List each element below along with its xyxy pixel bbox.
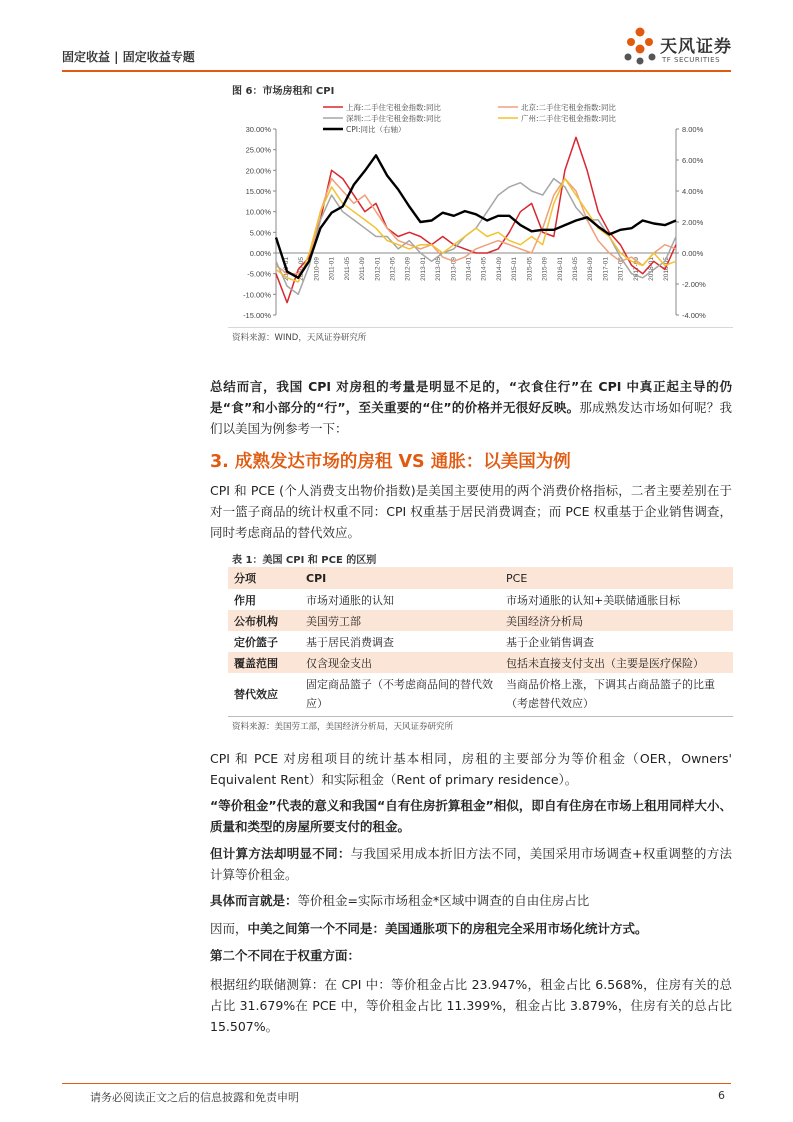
body-paragraph-3 (210, 843, 732, 885)
table-cell: 美国劳工部 (306, 614, 361, 628)
x-tick-label: 2013-09 (450, 257, 458, 281)
figure-divider (228, 327, 733, 328)
x-tick-label: 2011-09 (359, 257, 367, 281)
table-cell: 覆盖范围 (234, 656, 278, 670)
table-source: 资料来源：美国劳工部，美国经济分析局，天风证券研究所 (232, 722, 454, 732)
x-tick-label: 2010-01 (283, 257, 290, 281)
section-heading: 3. 成熟发达市场的房租 VS 通胀：以美国为例 (210, 452, 571, 472)
legend-label: 深圳:二手住宅租金指数:同比 (346, 114, 442, 123)
x-tick-label: 2015-09 (541, 257, 549, 281)
table-cell: 基于居民消费调查 (306, 635, 394, 649)
y-left-tick-label: -10.00% (243, 290, 271, 300)
y-left-tick-label: 30.00% (245, 125, 271, 134)
table-cell: 基于企业销售调查 (506, 635, 594, 649)
table-row (228, 631, 733, 652)
body-paragraph-1: CPI 和 PCE 对房租项目的统计基本相同，房租的主要部分为等价租金（OER，Owners' Equivalent Rent）和实际租金（Rent of primary residence）。 (210, 751, 732, 787)
body-paragraph-7: 根据纽约联储测算：在 CPI 中：等价租金占比 23.947%，租金占比 6.568%，住房有关的总占比 31.679%在 PCE 中，等价租金占比 11.399%，租金占比 3.879%，住房有关的总占比 15.507%。 (210, 977, 732, 1034)
y-left-tick-label: 15.00% (245, 187, 271, 196)
footer-disclaimer: 请务必阅读正文之后的信息披露和免责申明 (90, 1091, 299, 1104)
logo-text-en: TF SECURITIES (662, 56, 721, 64)
company-logo (622, 26, 740, 72)
x-tick-label: 2016-05 (571, 257, 579, 281)
x-tick-label: 2017-01 (602, 257, 610, 281)
y-left-tick-label: 5.00% (249, 228, 271, 238)
x-tick-label: 2010-05 (298, 257, 306, 281)
x-tick-label: 2010-09 (313, 257, 321, 281)
y-right-tick-label: -4.00% (682, 311, 706, 320)
y-left-tick-label: 25.00% (245, 145, 271, 155)
p5-bold: 中美之间第一个不同是：美国通胀项下的房租完全采用市场化统计方式。 (247, 921, 648, 936)
y-left-tick-label: 20.00% (245, 166, 271, 176)
legend-label: 广州:二手住宅租金指数:同比 (521, 114, 617, 123)
y-right-tick-label: 6.00% (682, 156, 704, 165)
p5-normal: 因而， (210, 921, 248, 936)
x-tick-label: 2014-09 (495, 257, 503, 281)
x-tick-label: 2018-01 (648, 257, 656, 281)
x-tick-label: 2015-01 (511, 257, 519, 281)
summary-bold: 总结而言，我国 CPI 对房租的考量是明显不足的，“衣食住行”在 CPI 中真正起主导的仍是“食”和小部分的“行”，至关重要的“住”的价格并无很好反映。 (210, 379, 732, 415)
x-tick-label: 2011-05 (343, 257, 351, 281)
y-left-tick-label: -5.00% (247, 269, 271, 279)
table-cell: 美国经济分析局 (506, 614, 583, 628)
table-header-cell: PCE (506, 571, 528, 585)
x-tick-label: 2012-05 (389, 257, 397, 281)
x-tick-label: 2017-05 (617, 257, 625, 281)
footer-divider (62, 1083, 731, 1084)
y-right-tick-label: 2.00% (682, 218, 704, 227)
figure-source: 资料来源：WIND，天风证券研究所 (232, 333, 367, 343)
body-paragraph-5 (210, 918, 732, 939)
table-row (228, 652, 733, 673)
page-number: 6 (718, 1089, 725, 1102)
header-divider (62, 70, 731, 72)
table-row (228, 589, 733, 610)
chart-svg (228, 97, 706, 323)
table-bottom-rule (228, 716, 733, 717)
p3-bold: 但计算方法却明显不同： (210, 846, 351, 861)
legend-label: 上海:二手住宅租金指数:同比 (346, 103, 442, 112)
series-line (276, 137, 676, 302)
series-line (276, 179, 676, 295)
body-paragraph-6: 第二个不同在于权重方面： (210, 948, 361, 963)
table-cell: 市场对通胀的认知+美联储通胀目标 (506, 593, 681, 607)
y-right-tick-label: 8.00% (682, 125, 704, 134)
section-intro: CPI 和 PCE (个人消费支出物价指数)是美国主要使用的两个消费价格指标，二者主要差别在于对一篮子商品的统计权重不同：CPI 权重基于居民消费调查；而 PCE 权重基于企业销售调查，同时考虑商品的替代效应。 (210, 483, 732, 540)
summary-paragraph (210, 376, 732, 439)
logo-text-cn: 天风证券 (660, 37, 732, 57)
x-tick-label: 2013-01 (419, 257, 427, 281)
p3-normal: 与我国采用成本折旧方法不同，美国采用市场调查+权重调整的方法计算等价租金。 (210, 846, 732, 882)
p4-normal: 等价租金=实际市场租金*区域中调查的自由住房占比 (297, 893, 590, 908)
cpi-pce-table (228, 567, 733, 715)
body-paragraph-2: “等价租金”代表的意义和我国“自有住房折算租金”相似，即自有住房在市场上租用同样大小、质量和类型的房屋所要支付的租金。 (210, 798, 732, 834)
x-tick-label: 2018-05 (663, 257, 671, 281)
table-cell: 作用 (234, 593, 256, 607)
table-header-cell: CPI (306, 571, 327, 585)
x-tick-label: 2016-01 (556, 257, 564, 281)
table-cell: 替代效应 (234, 688, 278, 701)
x-tick-label: 2014-05 (480, 257, 488, 281)
legend-label: CPI:同比（右轴） (346, 125, 406, 134)
table-header-cell: 分项 (234, 572, 256, 585)
y-right-tick-label: -2.00% (682, 280, 706, 289)
y-right-tick-label: 4.00% (682, 187, 704, 196)
table-cell: 固定商品篮子（不考虑商品间的替代效应） (306, 678, 493, 710)
table-cell: 包括未直接支付支出（主要是医疗保险） (506, 656, 704, 670)
table-header-row (228, 567, 733, 589)
logo-mark-icon (622, 26, 658, 68)
x-tick-label: 2012-01 (374, 257, 382, 281)
rent-cpi-chart (228, 97, 706, 323)
figure-title: 图 6：市场房租和 CPI (232, 86, 335, 97)
x-tick-label: 2017-09 (632, 257, 640, 281)
table-cell: 仅含现金支出 (306, 656, 372, 670)
x-tick-label: 2016-09 (587, 257, 595, 281)
legend-label: 北京:二手住宅租金指数:同比 (521, 103, 617, 112)
x-tick-label: 2011-01 (328, 257, 336, 281)
table-cell: 定价篮子 (234, 635, 278, 649)
summary-normal: 那成熟发达市场如何呢？我们以美国为例参考一下： (210, 400, 732, 436)
header-section-label: 固定收益 | 固定收益专题 (62, 50, 195, 64)
x-tick-label: 2015-05 (526, 257, 534, 281)
x-tick-label: 2013-05 (435, 257, 443, 281)
series-line (276, 179, 676, 282)
p4-bold: 具体而言就是： (210, 893, 298, 908)
y-left-tick-label: -15.00% (243, 311, 271, 320)
table-row (228, 610, 733, 631)
y-left-tick-label: 0.00% (249, 249, 271, 258)
table-cell: 公布机构 (234, 614, 278, 628)
table-cell: 当商品价格上涨，下调其占商品篮子的比重（考虑替代效应） (506, 678, 715, 710)
table-title: 表 1：美国 CPI 和 PCE 的区别 (232, 555, 377, 566)
y-right-tick-label: 0.00% (682, 249, 704, 258)
x-tick-label: 2014-01 (465, 257, 473, 281)
table-row (228, 673, 733, 715)
table-cell: 市场对通胀的认知 (306, 593, 394, 607)
body-paragraph-4 (210, 890, 732, 911)
x-tick-label: 2012-09 (404, 257, 412, 281)
y-left-tick-label: 10.00% (245, 207, 271, 217)
